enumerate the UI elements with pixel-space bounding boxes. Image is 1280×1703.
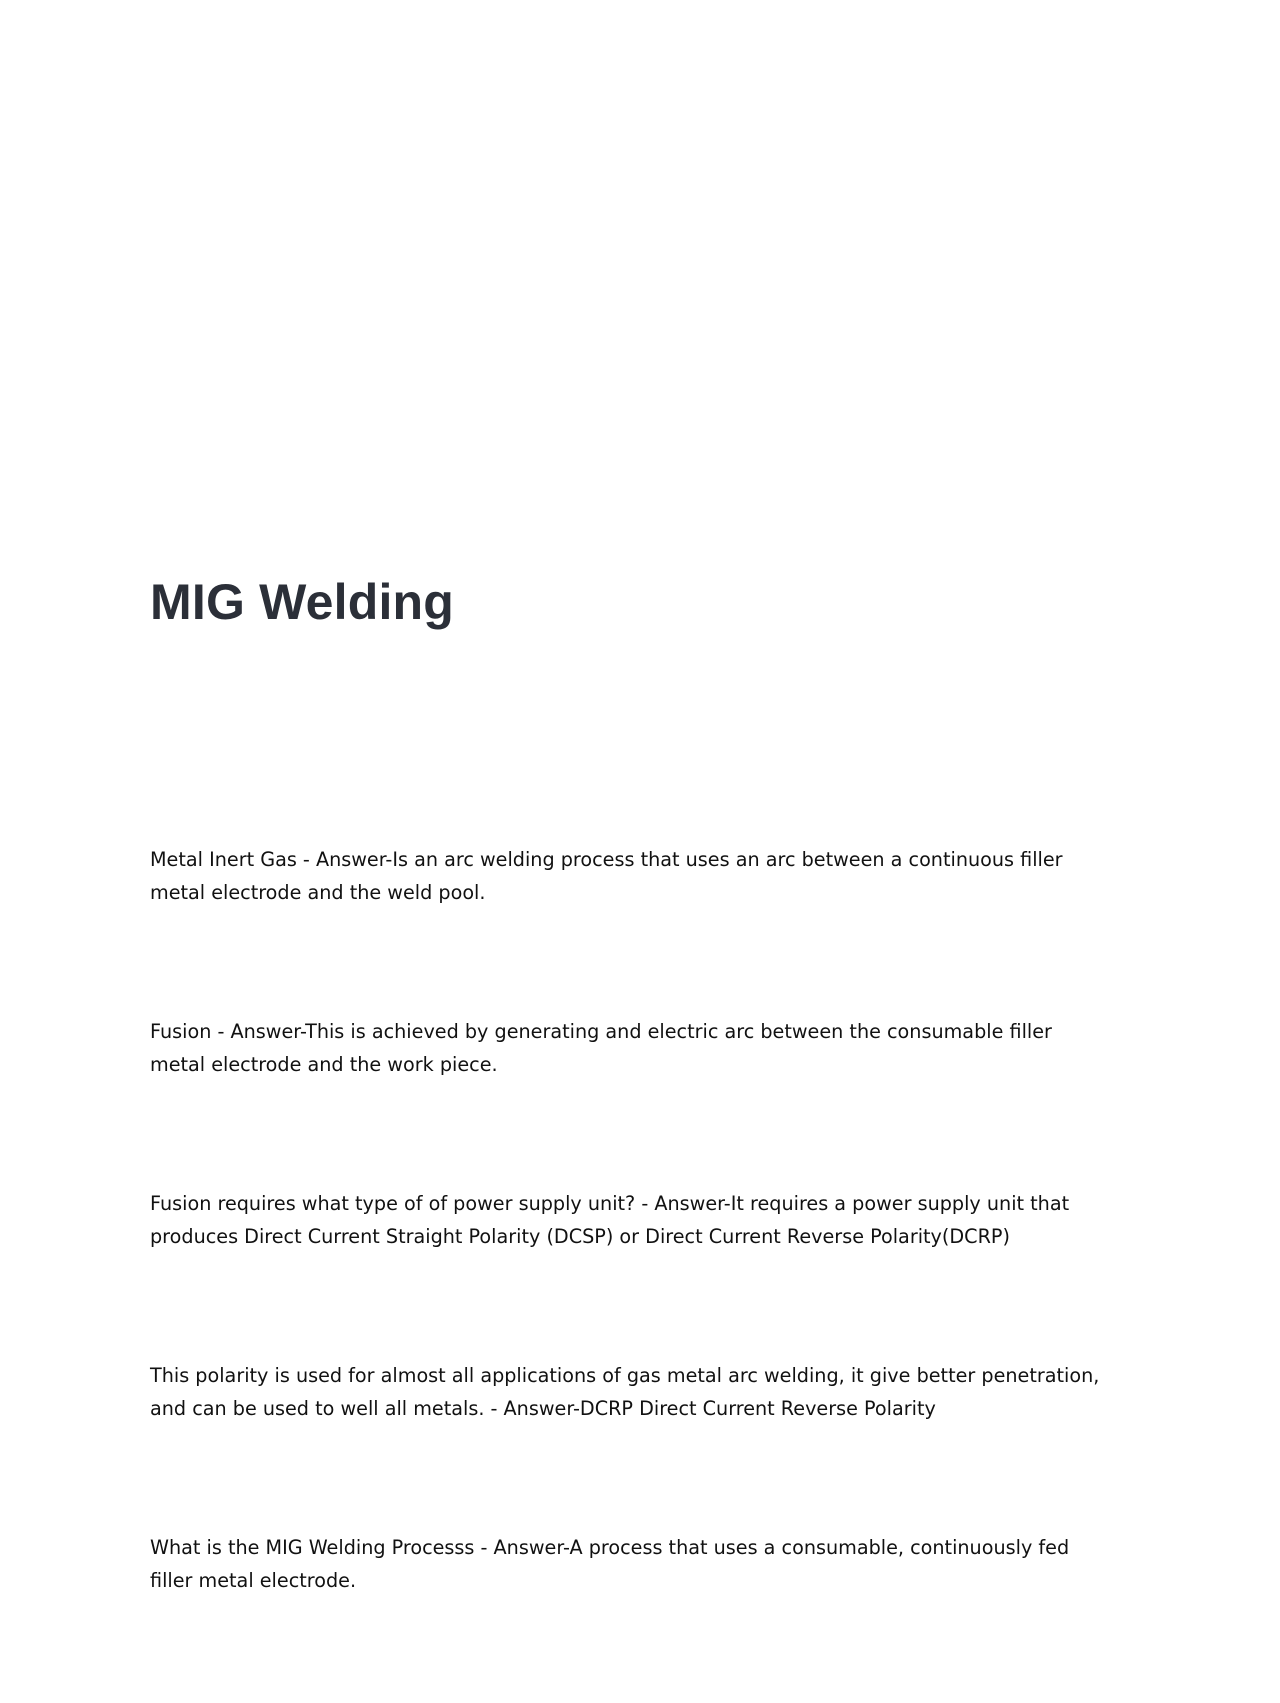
flashcard-item: Fusion - Answer-This is achieved by generating and electric arc between the consumable filler metal electrode and the work piece. xyxy=(150,1020,1052,1076)
flashcard-item: Fusion requires what type of of power supply unit? - Answer-It requires a power supply unit that produces Direct Current Straight Polarity (DCSP) or Direct Current Reverse Polarity(DCRP) xyxy=(150,1192,1070,1248)
flashcard-item: This polarity is used for almost all applications of gas metal arc welding, it give better penetration, and can be used to well all metals. - Answer-DCRP Direct Current Reverse Polarity xyxy=(150,1364,1100,1420)
flashcard-item: What is the MIG Welding Processs - Answer-A process that uses a consumable, continuously fed filler metal electrode. xyxy=(150,1536,1070,1592)
flashcard-list xyxy=(150,843,1110,1703)
page-title: MIG Welding xyxy=(150,574,455,630)
flashcard-item: Metal Inert Gas - Answer-Is an arc welding process that uses an arc between a continuous filler metal electrode and the weld pool. xyxy=(150,848,1063,904)
